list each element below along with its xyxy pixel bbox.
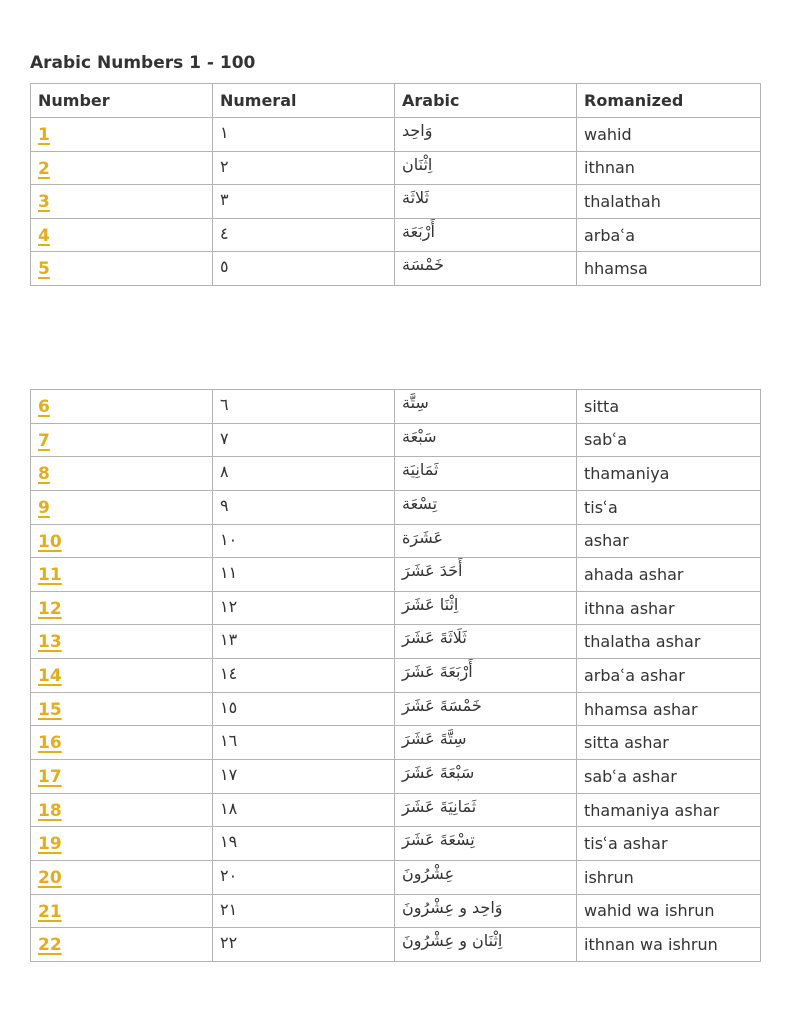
numeral-text: ٦ [220, 395, 229, 414]
arabic-text: سَبْعَةَ عَشَرَ [402, 763, 475, 783]
numeral-text: ٢ [220, 156, 229, 176]
number-cell [31, 252, 213, 286]
table-row [31, 457, 761, 491]
arabic-text: ثَلَاثَةَ عَشَرَ [402, 628, 467, 648]
number-link[interactable]: 21 [38, 901, 62, 922]
header-arabic: Arabic [395, 84, 577, 118]
numeral-text: ١٤ [220, 664, 238, 684]
numeral-cell [213, 625, 395, 659]
arabic-text: سِتَّة [402, 393, 429, 412]
arabic-text: خَمْسَة [402, 255, 444, 275]
table-row [31, 591, 761, 625]
romanized-cell: ishrun [577, 860, 761, 894]
number-cell [31, 625, 213, 659]
numeral-text: ١٠ [220, 529, 238, 549]
number-link[interactable]: 8 [38, 464, 50, 485]
table-row [31, 151, 761, 185]
numeral-text: ٤ [220, 223, 229, 243]
number-cell [31, 894, 213, 928]
number-link[interactable]: 4 [38, 225, 50, 246]
number-cell [31, 558, 213, 592]
arabic-cell [395, 524, 577, 558]
arabic-cell [395, 692, 577, 726]
arabic-cell [395, 760, 577, 794]
romanized-cell: tisʿa ashar [577, 827, 761, 861]
numeral-text: ١٨ [220, 798, 238, 818]
arabic-text: أَحَدَ عَشَرَ [402, 561, 463, 581]
number-link[interactable]: 10 [38, 531, 62, 552]
header-romanized: Romanized [577, 84, 761, 118]
arabic-cell [395, 793, 577, 827]
number-cell [31, 218, 213, 252]
number-link[interactable]: 12 [38, 598, 62, 619]
arabic-text: خَمْسَةَ عَشَرَ [402, 695, 482, 715]
arabic-cell [395, 591, 577, 625]
number-cell [31, 659, 213, 693]
arabic-cell [395, 726, 577, 760]
numeral-text: ١٦ [220, 731, 238, 751]
numeral-text: ٢١ [220, 899, 238, 919]
romanized-cell: hhamsa [577, 252, 761, 286]
table-row [31, 490, 761, 524]
numeral-cell [213, 692, 395, 726]
number-cell [31, 760, 213, 794]
numeral-cell [213, 490, 395, 524]
number-cell [31, 860, 213, 894]
arabic-text: وَاحِد [402, 121, 433, 140]
number-link[interactable]: 6 [38, 397, 50, 417]
numeral-text: ١٣ [220, 630, 238, 650]
number-cell [31, 928, 213, 962]
numeral-text: ٣ [220, 190, 229, 210]
arabic-cell [395, 625, 577, 659]
number-link[interactable]: 19 [38, 834, 62, 855]
table-row [31, 894, 761, 928]
romanized-cell: thalathah [577, 185, 761, 219]
table-row [31, 185, 761, 219]
numeral-cell [213, 894, 395, 928]
number-link[interactable]: 1 [38, 125, 50, 145]
table-row [31, 760, 761, 794]
arabic-text: أَرْبَعَةَ عَشَرَ [402, 662, 473, 682]
numeral-text: ٩ [220, 495, 229, 515]
number-link[interactable]: 20 [38, 867, 62, 888]
numeral-cell [213, 185, 395, 219]
page-title: Arabic Numbers 1 - 100 [30, 53, 256, 73]
table-row [31, 558, 761, 592]
arabic-cell [395, 928, 577, 962]
arabic-text: تِسْعَةَ عَشَرَ [402, 830, 475, 850]
number-link[interactable]: 5 [38, 259, 50, 280]
numbers-table-bottom [30, 389, 761, 962]
romanized-cell: thamaniya ashar [577, 793, 761, 827]
numeral-cell [213, 524, 395, 558]
romanized-cell: arbaʿa ashar [577, 659, 761, 693]
arabic-cell [395, 252, 577, 286]
number-link[interactable]: 16 [38, 733, 62, 754]
romanized-cell: sitta [577, 390, 761, 424]
arabic-cell [395, 185, 577, 219]
romanized-cell: ithnan wa ishrun [577, 928, 761, 962]
number-link[interactable]: 9 [38, 497, 50, 518]
romanized-cell: tisʿa [577, 490, 761, 524]
table-row [31, 390, 761, 424]
romanized-cell: ahada ashar [577, 558, 761, 592]
number-link[interactable]: 3 [38, 192, 50, 213]
number-cell [31, 591, 213, 625]
arabic-text: اِثْنَان و عِشْرُونَ [402, 931, 503, 951]
romanized-cell: wahid [577, 118, 761, 152]
arabic-text: عِشْرُونَ [402, 863, 455, 883]
numeral-text: ١٩ [220, 832, 238, 852]
numeral-text: ١١ [220, 563, 238, 583]
romanized-cell: sitta ashar [577, 726, 761, 760]
arabic-text: عَشَرَة [402, 527, 444, 547]
numeral-cell [213, 860, 395, 894]
numeral-text: ١ [220, 123, 229, 142]
numeral-cell [213, 827, 395, 861]
arabic-cell [395, 860, 577, 894]
arabic-cell [395, 218, 577, 252]
table-row [31, 625, 761, 659]
number-cell [31, 390, 213, 424]
romanized-cell: arbaʿa [577, 218, 761, 252]
arabic-text: سَبْعَة [402, 426, 437, 446]
number-cell [31, 185, 213, 219]
number-cell [31, 692, 213, 726]
number-cell [31, 423, 213, 457]
romanized-cell: ashar [577, 524, 761, 558]
arabic-text: تِسْعَة [402, 493, 438, 513]
number-cell [31, 151, 213, 185]
numeral-text: ٢٠ [220, 865, 238, 885]
number-link[interactable]: 17 [38, 767, 62, 788]
numeral-text: ٢٢ [220, 933, 238, 953]
numeral-cell [213, 726, 395, 760]
table-row [31, 524, 761, 558]
numeral-cell [213, 390, 395, 424]
numeral-cell [213, 118, 395, 152]
table-row [31, 118, 761, 152]
table-row [31, 692, 761, 726]
number-link[interactable]: 15 [38, 699, 62, 720]
table-header-row [31, 84, 761, 118]
numeral-cell [213, 591, 395, 625]
number-link[interactable]: 18 [38, 800, 62, 821]
table-row [31, 252, 761, 286]
numeral-text: ١٧ [220, 765, 238, 785]
table-row [31, 218, 761, 252]
numeral-text: ١٢ [220, 596, 238, 616]
romanized-cell: ithnan [577, 151, 761, 185]
numeral-cell [213, 760, 395, 794]
table-row [31, 860, 761, 894]
table-row [31, 928, 761, 962]
numeral-text: ٧ [220, 428, 229, 448]
numeral-cell [213, 423, 395, 457]
arabic-cell [395, 390, 577, 424]
numeral-cell [213, 558, 395, 592]
number-cell [31, 726, 213, 760]
table-body-top [31, 118, 761, 286]
number-cell [31, 457, 213, 491]
numeral-text: ٥ [220, 257, 229, 277]
header-numeral: Numeral [213, 84, 395, 118]
arabic-cell [395, 659, 577, 693]
romanized-cell: thalatha ashar [577, 625, 761, 659]
romanized-cell: wahid wa ishrun [577, 894, 761, 928]
number-link[interactable]: 2 [38, 158, 50, 179]
header-number: Number [31, 84, 213, 118]
arabic-cell [395, 423, 577, 457]
arabic-cell [395, 118, 577, 152]
table-row [31, 827, 761, 861]
arabic-text: أَرْبَعَة [402, 221, 435, 241]
arabic-text: ثَلاثَة [402, 188, 430, 208]
number-cell [31, 118, 213, 152]
arabic-cell [395, 827, 577, 861]
table-row [31, 423, 761, 457]
numeral-cell [213, 928, 395, 962]
numeral-text: ١٥ [220, 697, 238, 717]
number-link[interactable]: 22 [38, 935, 62, 956]
numeral-cell [213, 151, 395, 185]
arabic-text: ثَمَانِيَة [402, 460, 439, 480]
number-link[interactable]: 13 [38, 632, 62, 653]
numeral-cell [213, 252, 395, 286]
number-link[interactable]: 14 [38, 666, 62, 687]
romanized-cell: sabʿa [577, 423, 761, 457]
number-cell [31, 524, 213, 558]
number-cell [31, 793, 213, 827]
number-cell [31, 490, 213, 524]
romanized-cell: hhamsa ashar [577, 692, 761, 726]
romanized-cell: sabʿa ashar [577, 760, 761, 794]
arabic-text: اِثْنَان [402, 154, 433, 174]
number-cell [31, 827, 213, 861]
number-link[interactable]: 7 [38, 430, 50, 451]
numeral-cell [213, 218, 395, 252]
numeral-cell [213, 793, 395, 827]
arabic-text: ثَمَانِيَةَ عَشَرَ [402, 796, 477, 816]
numeral-cell [213, 457, 395, 491]
arabic-cell [395, 151, 577, 185]
arabic-cell [395, 457, 577, 491]
table-body-bottom [31, 390, 761, 962]
table-row [31, 726, 761, 760]
arabic-text: وَاحِد و عِشْرُونَ [402, 897, 503, 917]
numeral-cell [213, 659, 395, 693]
arabic-cell [395, 490, 577, 524]
number-link[interactable]: 11 [38, 565, 62, 586]
table-row [31, 793, 761, 827]
arabic-cell [395, 558, 577, 592]
romanized-cell: thamaniya [577, 457, 761, 491]
numeral-text: ٨ [220, 462, 229, 482]
arabic-text: اِثْنَا عَشَرَ [402, 594, 459, 614]
numbers-table-top [30, 83, 761, 286]
arabic-text: سِتَّةَ عَشَرَ [402, 729, 467, 749]
romanized-cell: ithna ashar [577, 591, 761, 625]
arabic-cell [395, 894, 577, 928]
table-row [31, 659, 761, 693]
